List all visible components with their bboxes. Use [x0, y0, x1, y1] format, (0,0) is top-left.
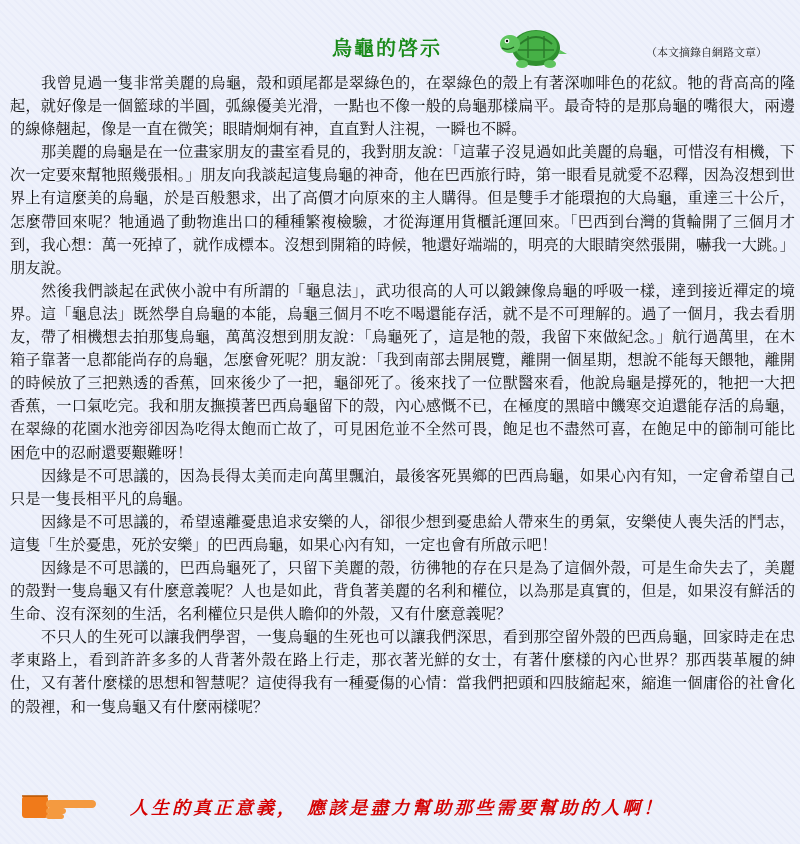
- paragraph: 因緣是不可思議的，因為長得太美而走向萬里飄泊，最後客死異鄉的巴西烏龜，如果心內有知，一定會希望自己只是一隻長相平凡的烏龜。: [10, 466, 795, 508]
- page-title: 烏龜的啓示: [332, 36, 442, 60]
- footer: [20, 786, 790, 826]
- article-body: [10, 72, 795, 719]
- source-note: （本文摘錄自網路文章）: [646, 46, 767, 59]
- paragraph: 因緣是不可思議的，巴西烏龜死了，只留下美麗的殼，彷彿牠的存在只是為了這個外殼，可是生命失去了，美麗的殼對一隻烏龜又有什麼意義呢？人也是如此，背負著美麗的名利和權位，以為那是真實的，但是，如果沒有鮮活的生命、沒有深刻的生活，名利權位只是供人瞻仰的外殼，又有什麼意義呢？: [10, 558, 795, 624]
- paragraph: 那美麗的烏龜是在一位畫家朋友的畫室看見的，我對朋友說：「這輩子沒見過如此美麗的烏龜，可惜沒有相機，下次一定要來幫牠照幾張相。」朋友向我談起這隻烏龜的神奇，他在巴西旅行時，第一眼看見就愛不忍釋，因為沒想到世界上有這麼美的烏龜，於是百般懇求，出了高價才向原來的主人購得。但是雙手才能環抱的大烏龜，重達三十公斤，怎麼帶回來呢？牠通過了動物進出口的種種繁複檢驗，才從海運用貨櫃託運回來。「巴西到台灣的貨輪開了三個月才到，我心想：萬一死掉了，就作成標本。沒想到開箱的時候，牠還好端端的，明亮的大眼睛突然張開，嚇我一大跳。」朋友說。: [10, 143, 795, 277]
- header: [0, 0, 800, 70]
- motto-text: 人生的真正意義， 應該是盡力幫助那些需要幫助的人啊！: [130, 798, 665, 819]
- paragraph: 因緣是不可思議的，希望遠離憂患追求安樂的人，卻很少想到憂患給人帶來生的勇氣，安樂使人喪失活的鬥志，這隻「生於憂患，死於安樂」的巴西烏龜，如果心內有知，一定也會有所啟示吧！: [10, 512, 795, 554]
- paragraph: 不只人的生死可以讓我們學習，一隻烏龜的生死也可以讓我們深思，看到那空留外殼的巴西烏龜，回家時走在忠孝東路上，看到許許多多的人背著外殼在路上行走，那衣著光鮮的女士，有著什麼樣的內心世界？那西裝革履的紳仕，又有著什麼樣的思想和智慧呢？這使得我有一種憂傷的心情：當我們把頭和四肢縮起來，縮進一個庸俗的社會化的殼裡，和一隻烏龜又有什麼兩樣呢？: [10, 628, 795, 716]
- paragraph: 然後我們談起在武俠小說中有所謂的「龜息法」，武功很高的人可以鍛鍊像烏龜的呼吸一樣，達到接近禪定的境界。這「龜息法」既然學自烏龜的本能，烏龜三個月不吃不喝還能存活，就不是不可理解的。過了一個月，我去看朋友，帶了相機想去拍那隻烏龜，萬萬沒想到朋友說：「烏龜死了，這是牠的殼，我留下來做紀念。」航行過萬里，在木箱子靠著一息都能尚存的烏龜，怎麼會死呢？朋友說：「我到南部去開展覽，離開一個星期，想說不能每天餵牠，離開的時候放了三把熟透的香蕉，回來後少了一把，龜卻死了。後來找了一位獸醫來看，他說烏龜是撐死的，牠把一大把香蕉，一口氣吃完。我和朋友撫摸著巴西烏龜留下的殼，內心感慨不已，在極度的黑暗中饑寒交迫還能存活的烏龜，在翠綠的花園水池旁卻因為吃得太飽而亡故了，可見困危並不全然可畏，飽足也不盡然可喜，在飽足中的節制可能比困危中的忍耐還要艱難呀！: [10, 281, 795, 462]
- turtle-icon: [498, 22, 568, 70]
- paragraph: 我曾見過一隻非常美麗的烏龜，殼和頭尾都是翠綠色的，在翠綠色的殼上有著深咖啡色的花紋。牠的背高高的隆起，就好像是一個籃球的半圓，弧線優美光滑，一點也不像一般的烏龜那樣扁平。最奇特的是那烏龜的嘴很大，兩邊的線條翹起，像是一直在微笑；眼睛炯炯有神，直直對人注視，一瞬也不瞬。: [10, 74, 795, 139]
- pointing-hand-icon: [20, 788, 102, 822]
